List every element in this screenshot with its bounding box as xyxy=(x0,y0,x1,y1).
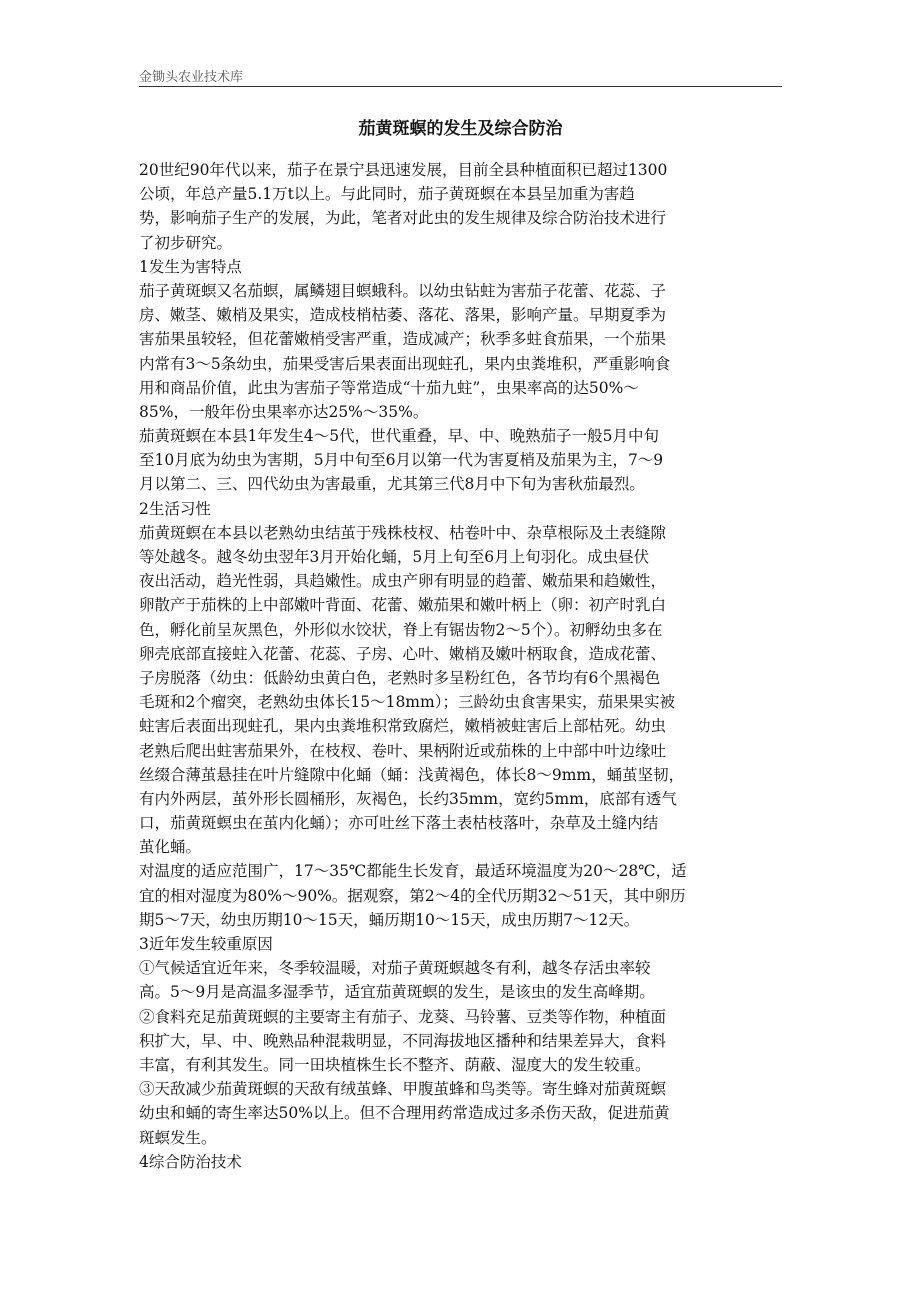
text-line: 20世纪90年代以来，茄子在景宁县迅速发展，目前全县种植面积已超过1300 xyxy=(139,161,668,179)
text-line: 丝缀合薄茧悬挂在叶片缝隙中化蛹（蛹：浅黄褐色，体长8～9mm，蛹茧坚韧， xyxy=(139,765,685,784)
text-line: 茧化蛹。 xyxy=(139,838,202,857)
text-line: 内常有3～5条幼虫，茄果受害后果表面出现蛀孔，果内虫粪堆积，严重影响食 xyxy=(139,354,671,373)
text-line: 了初步研究。 xyxy=(139,233,233,252)
text-line: 积扩大，早、中、晚熟品种混栽明显，不同海拔地区播种和结果差异大，食料 xyxy=(139,1031,667,1050)
text-line: 用和商品价值，此虫为害茄子等常造成“十茄九蛀”，虫果率高的达50%～ xyxy=(139,378,639,397)
text-line: 月以第二、三、四代幼虫为害最重，尤其第三代8月中下旬为害秋茄最烈。 xyxy=(139,475,645,494)
text-line: 老熟后爬出蛀害茄果外，在枝杈、卷叶、果柄附近或茄株的上中部中叶边缘吐 xyxy=(139,741,667,760)
text-line: 夜出活动，趋光性弱，具趋嫩性。成虫产卵有明显的趋蕾、嫩茄果和趋嫩性， xyxy=(139,572,667,591)
text-line: 幼虫和蛹的寄生率达50%以上。但不合理用药常造成过多杀伤天敌，促进茄黄 xyxy=(139,1104,670,1123)
text-line: 毛斑和2个瘤突，老熟幼虫体长15～18mm）；三龄幼虫食害果实，茄果果实被 xyxy=(139,693,675,712)
text-line: 宜的相对湿度为80%～90%。据观察，第2～4的全代历期32～51天，其中卵历 xyxy=(139,886,686,905)
header-source-label: 金锄头农业技术库 xyxy=(139,70,244,85)
page-header xyxy=(139,64,782,87)
text-line: 期5～7天，幼虫历期10～15天，蛹历期10～15天，成虫历期7～12天。 xyxy=(139,910,640,929)
text-line: 口，茄黄斑螟虫在茧内化蛹）；亦可吐丝下落土表枯枝落叶，杂草及土缝内结 xyxy=(139,814,659,833)
text-line: 害茄果虽较轻，但花蕾嫩梢受害严重，造成减产；秋季多蛀食茄果，一个茄果 xyxy=(139,330,667,349)
text-line: 1发生为害特点 xyxy=(139,257,242,276)
text-line: 茄黄斑螟在本县1年发生4～5代，世代重叠，早、中、晚熟茄子一般5月中旬 xyxy=(139,427,659,446)
text-line: 色，孵化前呈灰黑色，外形似水饺状，脊上有锯齿物2～5个）。初孵幼虫多在 xyxy=(139,620,663,639)
text-line: 高。5～9月是高温多湿季节，适宜茄黄斑螟的发生，是该虫的发生高峰期。 xyxy=(139,983,655,1002)
text-line: 2生活习性 xyxy=(139,499,211,518)
document-title: 茄黄斑螟的发生及综合防治 xyxy=(358,119,563,139)
text-line: 公顷，年总产量5.1万t以上。与此同时，茄子黄斑螟在本县呈加重为害趋 xyxy=(139,185,635,204)
text-line: 卵散产于茄株的上中部嫩叶背面、花蕾、嫩茄果和嫩叶柄上（卵：初产时乳白 xyxy=(139,596,667,615)
document-body xyxy=(139,158,782,1174)
text-line: 子房脱落（幼虫：低龄幼虫黄白色，老熟时多呈粉红色，各节均有6个黑褐色 xyxy=(139,668,661,687)
text-line: ③天敌减少茄黄斑螟的天敌有绒茧蜂、甲腹茧蜂和鸟类等。寄生蜂对茄黄斑螟 xyxy=(139,1080,667,1099)
text-line: 房、嫩茎、嫩梢及果实，造成枝梢枯萎、落花、落果，影响产量。早期夏季为 xyxy=(139,306,667,325)
text-line: 茄子黄斑螟又名茄螟，属鳞翅目螟蛾科。以幼虫钻蛀为害茄子花蕾、花蕊、子 xyxy=(139,281,667,300)
text-line: 85%，一般年份虫果率亦达25%～35%。 xyxy=(139,402,429,421)
text-line: 茄黄斑螟在本县以老熟幼虫结茧于残株枝杈、枯卷叶中、杂草根际及土表缝隙 xyxy=(139,523,667,542)
text-line: 至10月底为幼虫为害期，5月中旬至6月以第一代为害夏梢及茄果为主，7～9 xyxy=(139,451,664,470)
text-line: 蛀害后表面出现蛀孔，果内虫粪堆积常致腐烂，嫩梢被蛀害后上部枯死。幼虫 xyxy=(139,717,667,736)
text-line: 斑螟发生。 xyxy=(139,1128,217,1147)
text-line: ①气候适宜近年来，冬季较温暖，对茄子黄斑螟越冬有利，越冬存活虫率较 xyxy=(139,959,651,978)
text-line: 3近年发生较重原因 xyxy=(139,935,273,953)
text-line: 卵壳底部直接蛀入花蕾、花蕊、子房、心叶、嫩梢及嫩叶柄取食，造成花蕾、 xyxy=(139,644,667,663)
text-line: 4综合防治技术 xyxy=(139,1152,242,1171)
text-line: 势，影响茄子生产的发展，为此，笔者对此虫的发生规律及综合防治技术进行 xyxy=(139,209,667,228)
text-line: 有内外两层，茧外形长圆桶形，灰褐色，长约35mm，宽约5mm，底部有透气 xyxy=(139,789,677,808)
text-line: 等处越冬。越冬幼虫翌年3月开始化蛹，5月上旬至6月上旬羽化。成虫昼伏 xyxy=(139,548,650,566)
text-line: 对温度的适应范围广，17～35℃都能生长发育，最适环境温度为20～28℃，适 xyxy=(139,862,687,881)
text-line: ②食料充足茄黄斑螟的主要寄主有茄子、龙葵、马铃薯、豆类等作物，种植面 xyxy=(139,1007,667,1026)
text-line: 丰富，有利其发生。同一田块植株生长不整齐、荫蔽、湿度大的发生较重。 xyxy=(139,1055,651,1074)
